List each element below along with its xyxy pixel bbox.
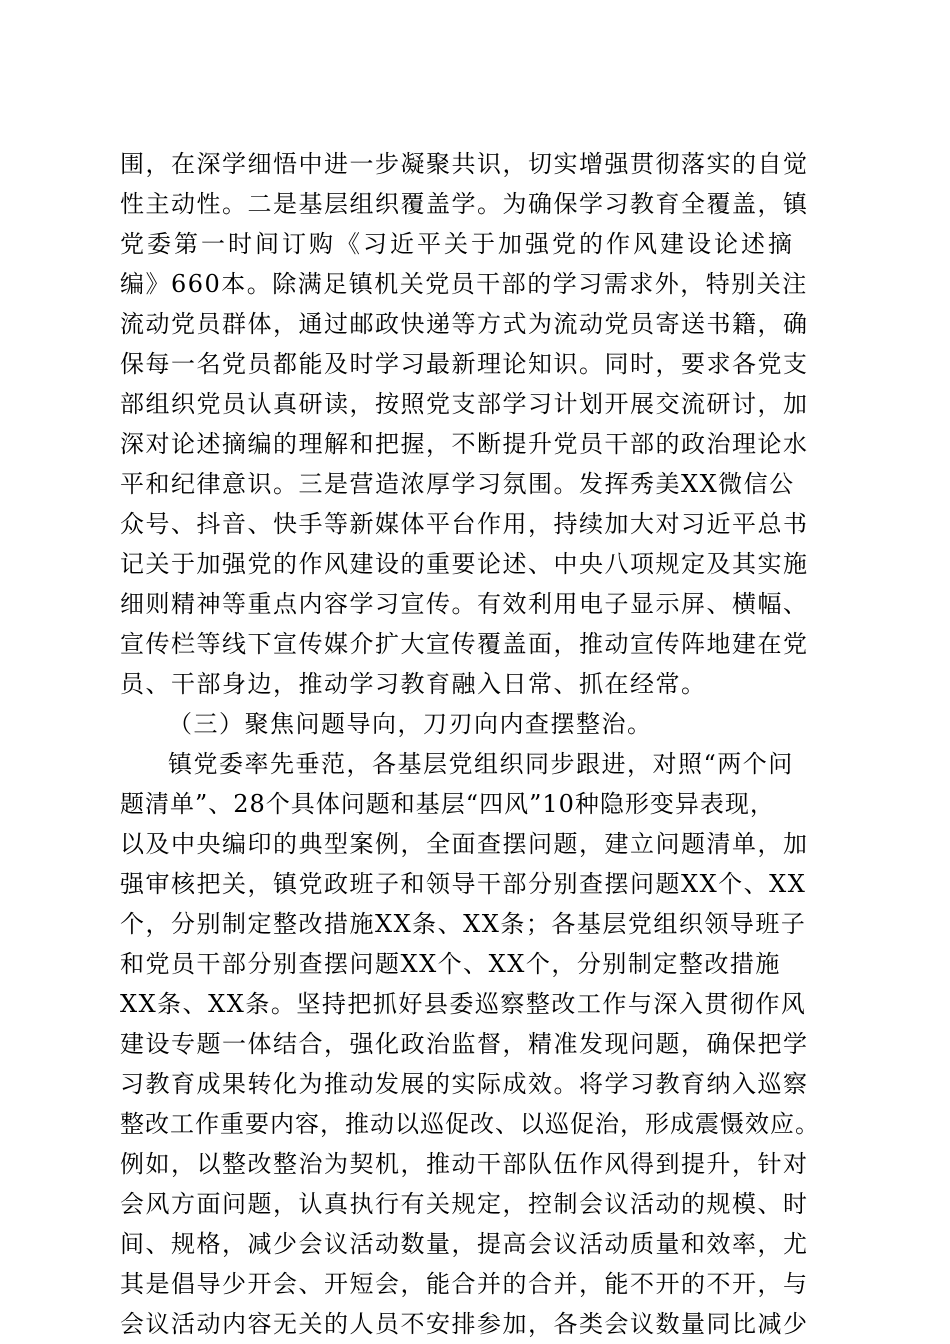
text-line: 整改工作重要内容，推动以巡促改、以巡促治，形成震慑效应。	[120, 1110, 820, 1138]
text-line: 围，在深学细悟中进一步凝聚共识，切实增强贯彻落实的自觉	[120, 150, 809, 178]
text-line: 记关于加强党的作风建设的重要论述、中央八项规定及其实施	[120, 550, 809, 578]
text-line: 党委第一时间订购《习近平关于加强党的作风建设论述摘	[120, 230, 795, 258]
text-line: 题清单”、28个具体问题和基层“四风”10种隐形变异表现，	[120, 790, 775, 818]
text-line: 会议活动内容无关的人员不安排参加，各类会议数量同比减少	[120, 1310, 809, 1338]
text-line: 编》660本。除满足镇机关党员干部的学习需求外，特别关注	[120, 270, 808, 298]
text-line: 众号、抖音、快手等新媒体平台作用，持续加大对习近平总书	[120, 510, 809, 538]
text-line: 保每一名党员都能及时学习最新理论知识。同时，要求各党支	[120, 350, 809, 378]
text-line: 例如，以整改整治为契机，推动干部队伍作风得到提升，针对	[120, 1150, 809, 1178]
text-line: 强审核把关，镇党政班子和领导干部分别查摆问题XX个、XX	[120, 870, 807, 898]
section-heading: （三）聚焦问题导向，刀刃向内查摆整治。	[168, 710, 653, 738]
text-line: 部组织党员认真研读，按照党支部学习计划开展交流研讨，加	[120, 390, 809, 418]
text-line: 其是倡导少开会、开短会，能合并的合并，能不开的不开，与	[120, 1270, 809, 1298]
text-line: 细则精神等重点内容学习宣传。有效利用电子显示屏、横幅、	[120, 590, 809, 618]
text-line: 镇党委率先垂范，各基层党组织同步跟进，对照“两个问	[168, 750, 794, 778]
text-line: 习教育成果转化为推动发展的实际成效。将学习教育纳入巡察	[120, 1070, 809, 1098]
text-line: 间、规格，减少会议活动数量，提高会议活动质量和效率，尤	[120, 1230, 809, 1258]
text-line: 和党员干部分别查摆问题XX个、XX个，分别制定整改措施	[120, 950, 781, 978]
text-line: 性主动性。二是基层组织覆盖学。为确保学习教育全覆盖，镇	[120, 190, 809, 218]
text-line: 流动党员群体，通过邮政快递等方式为流动党员寄送书籍，确	[120, 310, 809, 338]
text-line: 会风方面问题，认真执行有关规定，控制会议活动的规模、时	[120, 1190, 809, 1218]
text-line: 宣传栏等线下宣传媒介扩大宣传覆盖面，推动宣传阵地建在党	[120, 630, 809, 658]
text-line: 深对论述摘编的理解和把握，不断提升党员干部的政治理论水	[120, 430, 809, 458]
text-line: 平和纪律意识。三是营造浓厚学习氛围。发挥秀美XX微信公	[120, 470, 795, 498]
text-line: 个，分别制定整改措施XX条、XX条；各基层党组织领导班子	[120, 910, 807, 938]
text-line: 员、干部身边，推动学习教育融入日常、抓在经常。	[120, 670, 707, 698]
text-line: 建设专题一体结合，强化政治监督，精准发现问题，确保把学	[120, 1030, 809, 1058]
text-line: XX条、XX条。坚持把抓好县委巡察整改工作与深入贯彻作风	[120, 990, 807, 1018]
text-line: 以及中央编印的典型案例，全面查摆问题，建立问题清单，加	[120, 830, 809, 858]
